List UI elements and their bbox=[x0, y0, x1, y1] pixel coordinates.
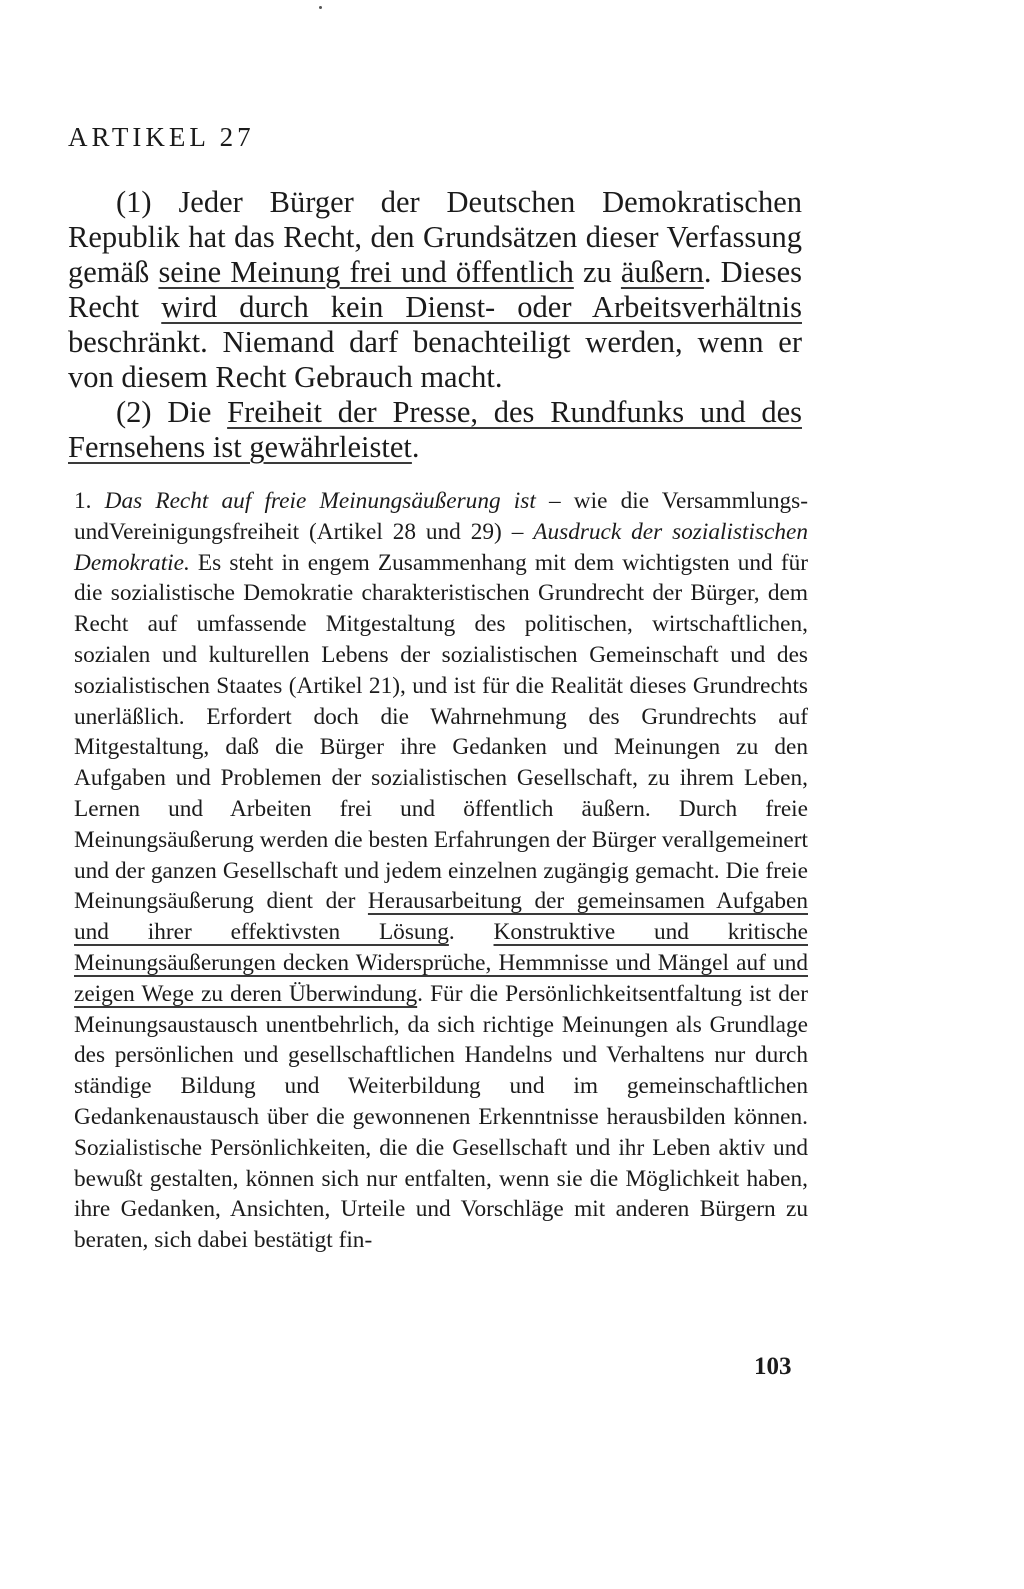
paragraph-number: 1. bbox=[74, 488, 105, 514]
italic-phrase: Ausdruck der sozialistischen Demokratie. bbox=[74, 518, 808, 576]
page-number: 103 bbox=[754, 1353, 792, 1380]
text-run: beschränkt. Niemand darf benachteiligt werden, wenn er von diesem Recht Gebrauch macht. bbox=[68, 325, 802, 394]
italic-phrase: Das Recht auf freie Meinungsäußerung ist bbox=[104, 488, 536, 514]
underlined-passage: äußern bbox=[620, 255, 704, 289]
paragraph-2 bbox=[68, 395, 802, 465]
underlined-passage: Konstruktive und kritische Meinungsäußerungen decken Widersprüche, Hemmnisse und Mängel auf und zeigen Wege zu deren Überwindung bbox=[74, 919, 808, 1007]
underlined-passage: wird durch kein Dienst- oder Arbeitsverhältnis bbox=[161, 290, 802, 324]
paragraph-1 bbox=[68, 185, 802, 395]
commentary-paragraph-1 bbox=[74, 486, 808, 1256]
commentary-text bbox=[74, 486, 808, 1256]
text-run: – wie die Versammlungs- undVereinigungsfreiheit (Artikel 28 und 29) – bbox=[74, 488, 809, 545]
text-run: . Dieses Recht bbox=[68, 255, 802, 324]
text-run: . Für die Persönlichkeitsentfaltung ist der Meinungsaustausch unentbehrlich, da sich richtige Meinungen als Grundlage des persönlichen und gesellschaftlichen Handelns und Verhaltens nur durch ständige Bildung und Weiterbildung und im gemeinschaftlichen Gedankenaustausch über die gewonnenen Erkenntnisse herausbilden können. Sozialistische Persönlichkeiten, die die Gesellschaft und ihr Leben aktiv und bewußt gestalten, können sich nur entfalten, wenn sie die Möglichkeit haben, ihre Gedanken, Ansichten, Urteile und Vorschläge mit anderen Bürgern zu beraten, sich dabei bestätigt fin- bbox=[74, 980, 808, 1254]
text-run: (2) Die bbox=[116, 395, 228, 429]
article-text bbox=[68, 185, 802, 465]
text-run: . bbox=[448, 919, 494, 946]
text-run: zu bbox=[573, 255, 621, 289]
underlined-passage: Herausarbeitung der gemeinsamen Aufgaben und ihrer effektivsten Lösung bbox=[74, 888, 808, 946]
article-heading: ARTIKEL 27 bbox=[68, 122, 255, 152]
text-run: . bbox=[411, 430, 420, 464]
underlined-passage: seine Meinung frei und öffentlich bbox=[158, 255, 574, 289]
text-run: Es steht in engem Zusammenhang mit dem wichtigsten und für die sozialistische Demokratie charakteristischen Grundrecht der Bürger, dem Recht auf umfassende Mitgestaltung des politischen, wirtschaftlichen, sozialen und kulturellen Lebens der sozialistischen Gemeinschaft und des sozialistischen Staates (Artikel 21), und ist für die Realität dieses Grundrechts unerläßlich. Erfordert doch die Wahrnehmung des Grundrechts auf Mitgestaltung, daß die Bürger ihre Gedanken und Meinungen zu den Aufgaben und Problemen der sozialistischen Gesellschaft, zu ihrem Leben, Lernen und Arbeiten frei und öffentlich äußern. Durch freie Meinungsäußerung werden die besten Erfahrungen der Bürger verallgemeinert und der ganzen Gesellschaft und jedem einzelnen zugängig gemacht. Die freie Meinungsäußerung dient der bbox=[74, 549, 808, 915]
underlined-passage: Freiheit der Presse, des Rundfunks und des Fernsehens ist gewährleistet bbox=[68, 395, 802, 464]
paper-speck bbox=[319, 6, 322, 9]
text-run: (1) Jeder Bürger der Deutschen Demokratischen Republik hat das Recht, den Grundsätzen dieser Verfassung gemäß bbox=[68, 185, 802, 289]
